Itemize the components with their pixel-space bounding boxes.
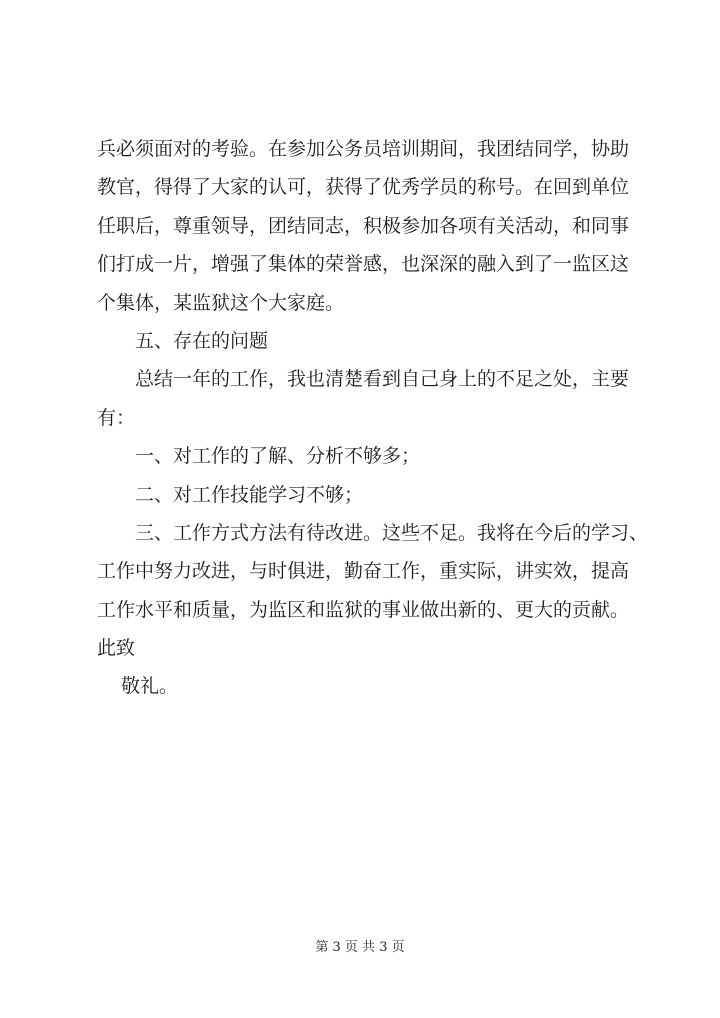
text-line: 任职后，尊重领导，团结同志，积极参加各项有关活动，和同事: [97, 214, 630, 237]
list-item-2: [97, 476, 643, 514]
paragraph-continuation: [97, 130, 643, 322]
text-line: 兵必须面对的考验。在参加公务员培训期间，我团结同学，协助: [97, 138, 630, 160]
heading-line: 五、存在的问题: [135, 329, 269, 352]
text-line: 总结一年的工作，我也清楚看到自己身上的不足之处，主要: [135, 368, 630, 391]
text-line: 教官，得得了大家的认可，获得了优秀学员的称号。在回到单位: [97, 176, 630, 199]
section-heading: [97, 322, 643, 360]
text-line: 工作水平和质量，为监区和监狱的事业做出新的、更大的贡献。: [97, 598, 630, 621]
list-item-3: [97, 514, 649, 668]
text-line: 有：: [97, 406, 136, 429]
text-line: 敬礼。: [121, 675, 179, 698]
list-item-1: [97, 437, 643, 475]
text-line: 三、工作方式方法有待改进。这些不足。我将在今后的学习、: [135, 521, 649, 544]
text-line: 工作中努力改进，与时俱进，勤奋工作，重实际，讲实效，提高: [97, 560, 630, 583]
text-line: 二、对工作技能学习不够；: [135, 483, 364, 506]
paragraph-summary: [97, 360, 643, 437]
text-line: 们打成一片，增强了集体的荣誉感，也深深的融入到了一监区这: [97, 253, 630, 276]
document-body: [97, 130, 649, 706]
text-line: 一、对工作的了解、分析不够多；: [135, 445, 421, 468]
text-line: 个集体，某监狱这个大家庭。: [97, 291, 345, 314]
closing-salutation: [97, 667, 643, 705]
page-footer: 第 3 页 共 3 页: [315, 940, 405, 955]
text-line: 此致: [97, 637, 136, 660]
